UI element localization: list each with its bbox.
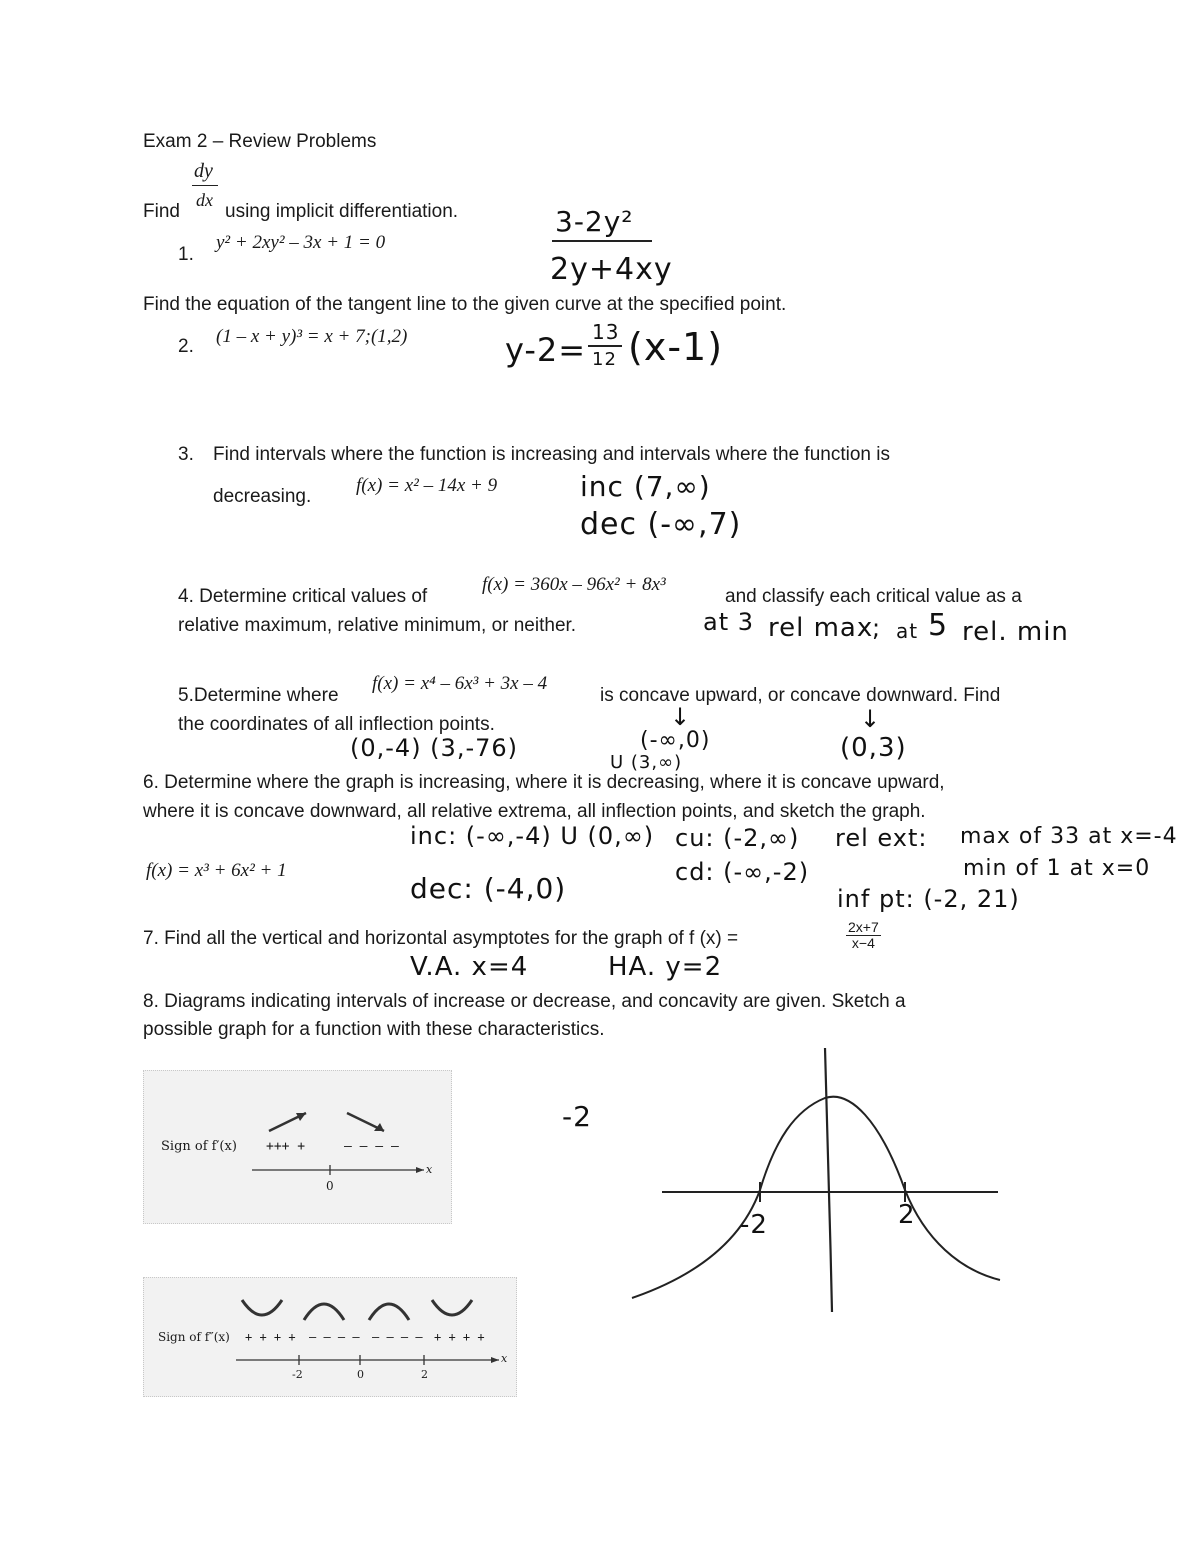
fraction-bar — [192, 185, 218, 186]
problem-2-answer-den: 12 — [592, 349, 617, 370]
problem-4-answer-f: rel. min — [962, 617, 1069, 647]
problem-6-answer-relext: rel ext: — [835, 824, 928, 852]
problem-2-answer-num: 13 — [592, 320, 620, 344]
dy-label: dy — [194, 160, 213, 182]
first-derivative-signs-left: +++ + — [266, 1139, 306, 1154]
problem-5-text-b: is concave upward, or concave downward. Find — [600, 685, 1001, 706]
problem-2-equation: (1 – x + y)³ = x + 7;(1,2) — [216, 326, 408, 347]
second-derivative-signs-3: – – – – — [372, 1330, 423, 1344]
problem-7-fraction — [846, 920, 881, 951]
problem-4-answer-d: at — [896, 619, 919, 643]
fraction-denominator: x−4 — [851, 935, 875, 951]
problem-3-text-line2: decreasing. — [213, 486, 312, 507]
sketch-label-2: 2 — [898, 1200, 916, 1230]
first-derivative-label: Sign of f′(x) — [161, 1139, 237, 1154]
problem-1-answer-denominator: 2y+4xy — [550, 252, 673, 287]
sketch-y-axis — [825, 1048, 832, 1312]
find-label: Find — [143, 201, 180, 222]
problem-1-number: 1. — [178, 244, 194, 265]
problem-5-answer-points: (0,-4) (3,-76) — [350, 734, 519, 762]
problem-3-answer-dec: dec (-∞,7) — [580, 507, 742, 542]
sketch-graph — [620, 1040, 1010, 1320]
problem-6-answer-cu: cu: (-2,∞) — [675, 824, 800, 852]
second-derivative-axis-label: x — [501, 1352, 508, 1365]
problem-3-answer-inc: inc (7,∞) — [580, 470, 711, 503]
problem-4-answer-e: 5 — [928, 608, 949, 643]
problem-2-answer-left: y-2= — [505, 331, 587, 369]
second-derivative-signs-4: + + + + — [434, 1330, 485, 1344]
second-derivative-diagram — [143, 1277, 517, 1397]
sketch-label-neg2: -2 — [740, 1210, 768, 1240]
problem-6-answer-min: min of 1 at x=0 — [963, 856, 1151, 881]
first-derivative-tick-0: 0 — [326, 1179, 334, 1193]
problem-2-heading: Find the equation of the tangent line to the given curve at the specified point. — [143, 294, 787, 315]
problem-5-text-line2: the coordinates of all inflection points. — [178, 714, 495, 735]
sketch-note: -2 — [562, 1100, 592, 1133]
problem-3-equation: f(x) = x² – 14x + 9 — [356, 475, 498, 496]
second-derivative-signs-1: + + + + — [245, 1330, 296, 1344]
problem-5-text-a: 5.Determine where — [178, 685, 339, 706]
answer-fraction-bar — [552, 240, 652, 242]
problem-6-answer-inc: inc: (-∞,-4) U (0,∞) — [410, 822, 655, 850]
first-derivative-axis-label: x — [426, 1163, 433, 1176]
problem-2-answer-right: (x-1) — [628, 325, 724, 369]
problem-5-equation: f(x) = x⁴ – 6x³ + 3x – 4 — [372, 673, 548, 694]
problem-5-answer-cu1: (-∞,0) — [640, 728, 711, 753]
problem-4-text-a: 4. Determine critical values of — [178, 586, 428, 607]
problem-4-answer-b: rel max — [768, 613, 874, 643]
problem-6-answer-cd: cd: (-∞,-2) — [675, 858, 810, 886]
problem-6-equation: f(x) = x³ + 6x² + 1 — [146, 860, 287, 881]
problem-6-text-line2: where it is concave downward, all relative extrema, all inflection points, and sketch the graph. — [143, 801, 926, 822]
dx-label: dx — [196, 190, 213, 210]
second-derivative-label: Sign of f″(x) — [158, 1330, 230, 1344]
problem-6-answer-max: max of 33 at x=-4 — [960, 824, 1178, 849]
answer-fraction-bar — [588, 345, 622, 347]
second-derivative-tick-neg2: -2 — [292, 1368, 303, 1381]
problem-8-text-line1: 8. Diagrams indicating intervals of increase or decrease, and concavity are given. Sketch a — [143, 991, 906, 1012]
problem-7-answer-ha: HA. y=2 — [608, 952, 723, 982]
second-derivative-signs-2: – – – – — [309, 1330, 360, 1344]
problem-8-text-line2: possible graph for a function with these characteristics. — [143, 1019, 605, 1040]
arrow-down-icon: ↓ — [860, 705, 882, 733]
problem-3-number: 3. — [178, 444, 194, 465]
problem-4-answer-c: ; — [872, 614, 882, 642]
page-title: Exam 2 – Review Problems — [143, 131, 377, 152]
problem-7-text: 7. Find all the vertical and horizontal asymptotes for the graph of f (x) = — [143, 928, 739, 949]
problem-5-answer-cu2: U (3,∞) — [610, 752, 683, 773]
problem-6-answer-inflection: inf pt: (-2, 21) — [837, 885, 1020, 913]
sketch-curve — [632, 1097, 1000, 1298]
first-derivative-diagram — [143, 1070, 452, 1224]
problem-1-equation: y² + 2xy² – 3x + 1 = 0 — [216, 232, 386, 253]
problem-4-text-line2: relative maximum, relative minimum, or neither. — [178, 615, 577, 636]
problem-1-answer-numerator: 3-2y² — [555, 205, 634, 238]
problem-4-answer-a: at 3 — [703, 608, 755, 636]
problem-7-answer-va: V.A. x=4 — [410, 952, 529, 982]
fraction-numerator: 2x+7 — [848, 919, 879, 935]
second-derivative-tick-0: 0 — [357, 1368, 364, 1381]
problem-6-answer-dec: dec: (-4,0) — [410, 872, 567, 905]
arrow-down-icon: ↓ — [670, 703, 692, 731]
problem-2-number: 2. — [178, 336, 194, 357]
problem-5-answer-cd: (0,3) — [840, 733, 907, 763]
intro-text: using implicit differentiation. — [225, 201, 459, 222]
second-derivative-tick-2: 2 — [421, 1368, 428, 1381]
problem-6-text-line1: 6. Determine where the graph is increasing, where it is decreasing, where it is concave upward, — [143, 772, 945, 793]
problem-4-text-b: and classify each critical value as a — [725, 586, 1022, 607]
problem-4-equation: f(x) = 360x – 96x² + 8x³ — [482, 574, 666, 595]
first-derivative-signs-right: – – – – — [344, 1139, 399, 1154]
problem-3-text-line1: Find intervals where the function is increasing and intervals where the function is — [213, 444, 890, 465]
